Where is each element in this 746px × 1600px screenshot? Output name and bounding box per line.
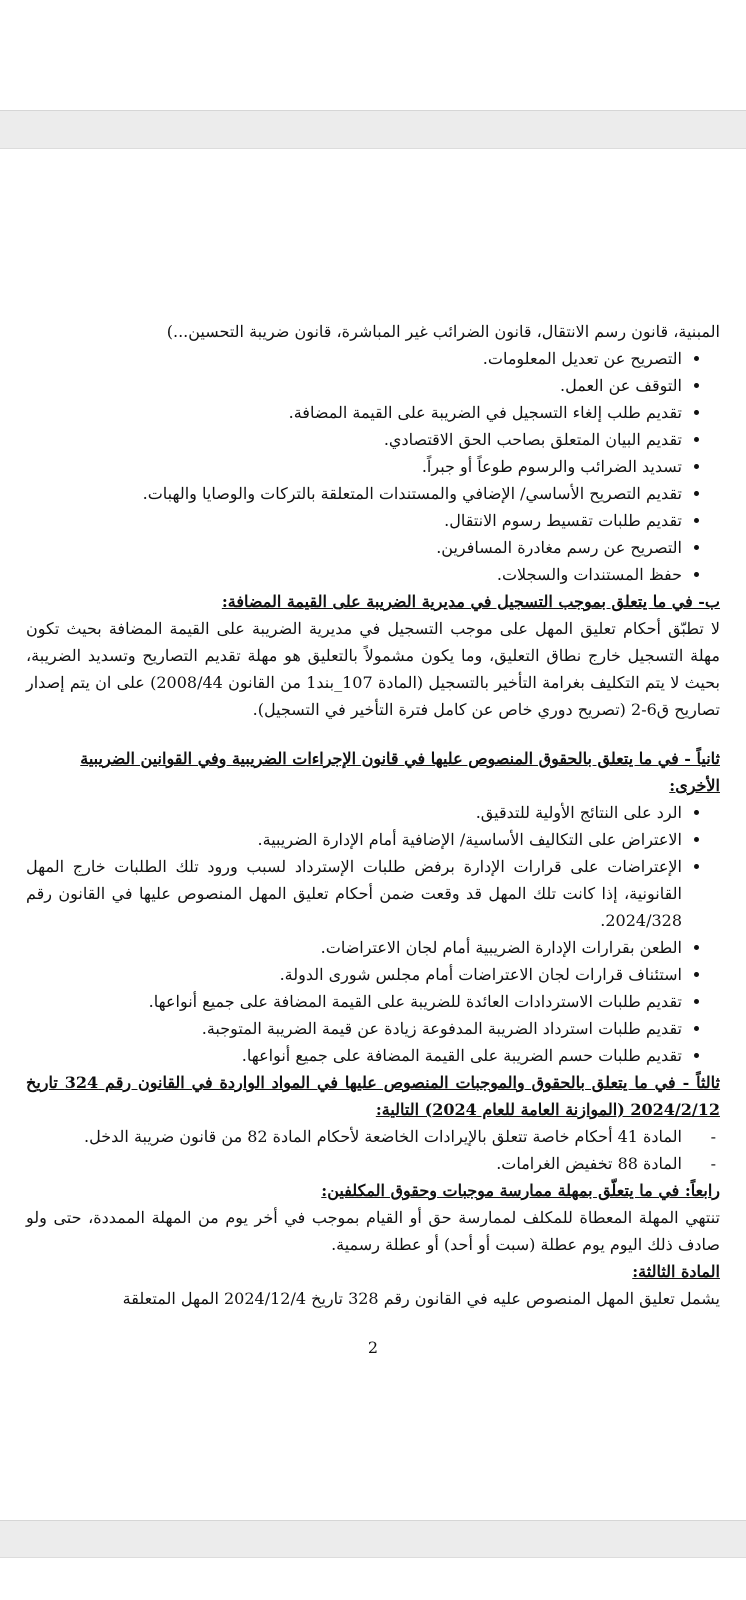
- list-item: • تقديم طلب إلغاء التسجيل في الضريبة على القيمة المضافة.: [26, 399, 682, 426]
- list-item: • الرد على النتائج الأولية للتدقيق.: [26, 799, 682, 826]
- list-item: • الاعتراض على التكاليف الأساسية/ الإضافية أمام الإدارة الضريبية.: [26, 826, 682, 853]
- section-4-paragraph: تنتهي المهلة المعطاة للمكلف لممارسة حق أو القيام بموجب في أخر يوم من المهلة الممددة، حتى ولو صادف ذلك اليوم يوم عطلة (سبت أو أحد) أو عطلة رسمية.: [26, 1208, 720, 1254]
- list-item: • تقديم البيان المتعلق بصاحب الحق الاقتصادي.: [26, 426, 682, 453]
- list-a: [26, 345, 720, 588]
- section-b-paragraph: لا تطبّق أحكام تعليق المهل على موجب التسجيل في مديرية الضريبة على القيمة المضافة بحيث تكون مهلة التسجيل خارج نطاق التعليق، وما يكون مشمولاً بالتعليق هو مهلة تقديم التصاريح وتسديد الضريبة، بحيث لا يتم التكليف بغرامة التأخير بالتسجيل (المادة 107_بند1 من القانون 2008/44) على ان يتم إصدار تصاريح ق6-2 (تصريح دوري خاص عن كامل فترة التأخير في التسجيل).: [26, 619, 721, 719]
- section-3-list: [26, 1123, 720, 1177]
- section-4-heading: رابعاً: في ما يتعلّق بمهلة ممارسة موجبات وحقوق المكلفين:: [321, 1181, 720, 1200]
- document-page: [26, 318, 720, 1361]
- section-2-list: [26, 799, 720, 1069]
- intro-line: المبنية، قانون رسم الانتقال، قانون الضرائب غير المباشرة، قانون ضريبة التحسين...): [166, 322, 720, 341]
- list-item: • الإعتراضات على قرارات الإدارة برفض طلبات الإسترداد لسبب ورود تلك الطلبات خارج المهل القانونية، إذا كانت تلك المهل قد وقعت ضمن أحكام تعليق المهل المنصوص عليها في القانون رقم 2024/328.: [26, 853, 682, 934]
- list-item: • تقديم طلبات استرداد الضريبة المدفوعة زيادة عن قيمة الضريبة المتوجبة.: [26, 1015, 682, 1042]
- page-number: 2: [367, 1338, 379, 1357]
- section-2-heading: ثانياً - في ما يتعلق بالحقوق المنصوص عليها في قانون الإجراءات الضريبية وفي القوانين الضريبية الأخرى:: [80, 749, 720, 795]
- section-b-heading: ب- في ما يتعلق بموجب التسجيل في مديرية الضريبة على القيمة المضافة:: [221, 592, 720, 611]
- list-item: • استئناف قرارات لجان الاعتراضات أمام مجلس شورى الدولة.: [26, 961, 682, 988]
- list-item: • تقديم طلبات تقسيط رسوم الانتقال.: [26, 507, 682, 534]
- list-item: • تقديم طلبات الاستردادات العائدة للضريبة على القيمة المضافة على جميع أنواعها.: [26, 988, 682, 1015]
- list-item: • التوقف عن العمل.: [26, 372, 682, 399]
- section-3-heading: ثالثاً - في ما يتعلق بالحقوق والموجبات المنصوص عليها في المواد الواردة في القانون رقم 324 تاريخ 2024/2/12 (الموازنة العامة للعام 2024) التالية:: [26, 1073, 721, 1119]
- article-3-heading: المادة الثالثة:: [632, 1262, 720, 1281]
- list-item: • تسديد الضرائب والرسوم طوعاً أو جبراً.: [26, 453, 682, 480]
- list-item: • تقديم طلبات حسم الضريبة على القيمة المضافة على جميع أنواعها.: [26, 1042, 682, 1069]
- list-item: - المادة 41 أحكام خاصة تتعلق بالإيرادات الخاضعة لأحكام المادة 82 من قانون ضريبة الدخل.: [26, 1123, 682, 1150]
- list-item: • الطعن بقرارات الإدارة الضريبية أمام لجان الاعتراضات.: [26, 934, 682, 961]
- list-item: - المادة 88 تخفيض الغرامات.: [26, 1150, 682, 1177]
- viewer-bottom-band: [0, 1520, 746, 1558]
- list-item: • حفظ المستندات والسجلات.: [26, 561, 682, 588]
- list-item: • التصريح عن تعديل المعلومات.: [26, 345, 682, 372]
- list-item: • التصريح عن رسم مغادرة المسافرين.: [26, 534, 682, 561]
- viewer-top-band: [0, 110, 746, 149]
- article-3-paragraph: يشمل تعليق المهل المنصوص عليه في القانون رقم 328 تاريخ 2024/12/4 المهل المتعلقة: [122, 1289, 720, 1308]
- list-item: • تقديم التصريح الأساسي/ الإضافي والمستندات المتعلقة بالتركات والوصايا والهبات.: [26, 480, 682, 507]
